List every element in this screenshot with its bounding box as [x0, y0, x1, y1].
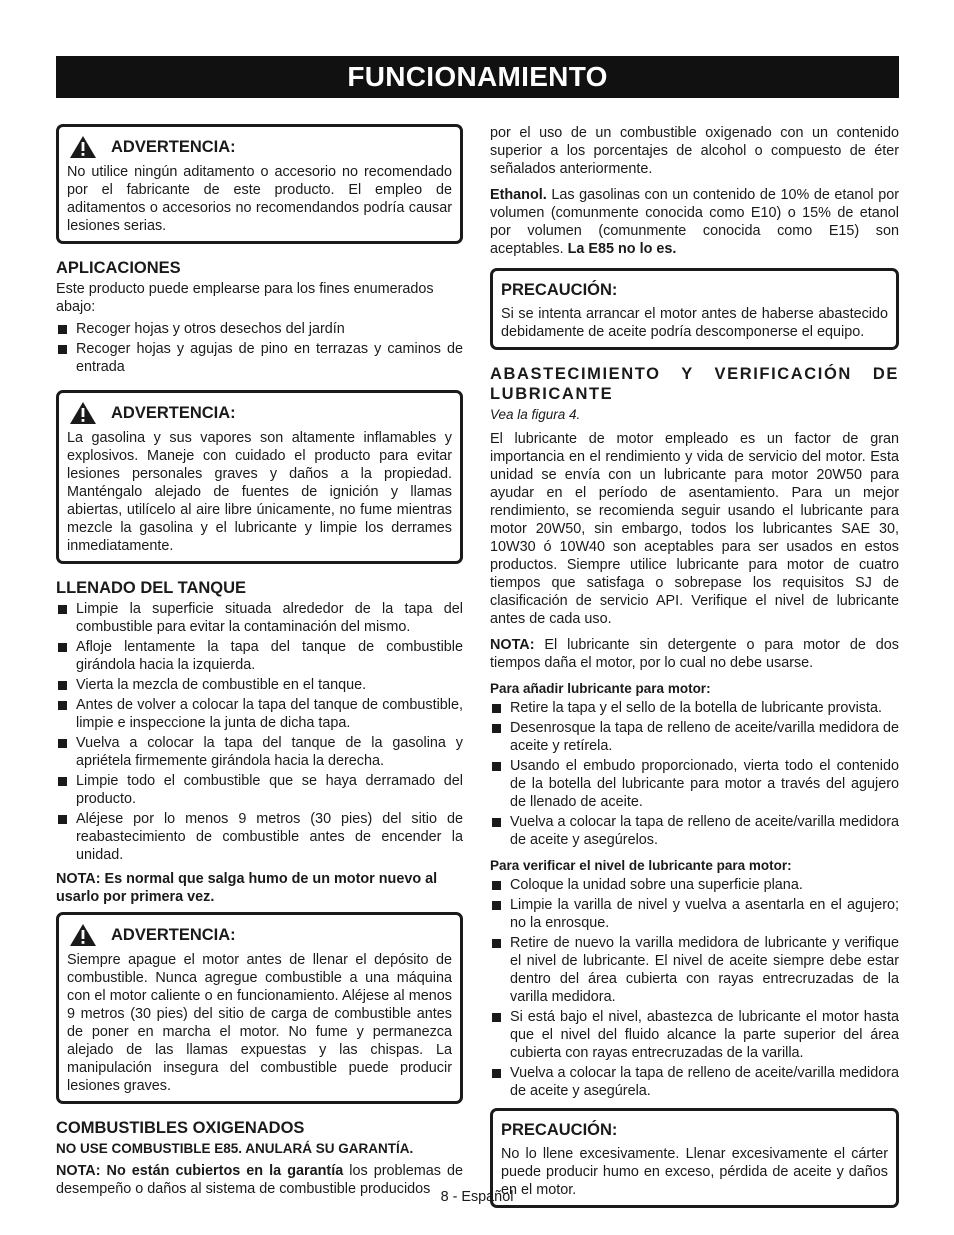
ethanol-text: Las gasolinas con un contenido de 10% de etanol por volumen (comunmente conocida como E10) o 15% de etanol por volumen (comunmente conocida como E15) son aceptables. [490, 187, 899, 257]
list-item: Recoger hojas y otros desechos del jardín [56, 320, 463, 338]
list-item: Si está bajo el nivel, abastezca de lubricante el motor hasta que el nivel del fluido alcance la parte superior del área cubierta con rayas entrecruzadas de la varilla. [490, 1008, 899, 1062]
list-item: Vuelva a colocar la tapa del tanque de la gasolina y apriétela firmemente girándola hacia la derecha. [56, 734, 463, 770]
list-item: Afloje lentamente la tapa del tanque de combustible girándola hacia la izquierda. [56, 638, 463, 674]
oxigenados-continuation: por el uso de un combustible oxigenado con un contenido superior a los porcentajes de alcohol o compuesto de éter señalados anteriormente. [490, 125, 899, 177]
right-column [490, 124, 899, 1208]
list-item: Antes de volver a colocar la tapa del tanque de combustible, limpie e inspeccione la junta de dicha tapa. [56, 696, 463, 732]
page-title: FUNCIONAMIENTO [56, 56, 899, 98]
caution-text: No lo llene excesivamente. Llenar excesivamente el cárter puede producir humo en exceso, pérdida de aceite y daños en el motor. [501, 1146, 888, 1198]
warning-text: No utilice ningún aditamento o accesorio no recomendado por el fabricante de este producto. El empleo de aditamentos o accesorios no recomendandos podría causar lesiones serias. [67, 164, 452, 234]
warning-triangle-icon [69, 135, 97, 159]
lubricant-note [490, 636, 899, 672]
warning-title-text: ADVERTENCIA: [111, 926, 236, 944]
caution-title: PRECAUCIÓN: [501, 281, 618, 299]
check-oil-list [490, 876, 899, 1100]
list-item: Limpie la superficie situada alrededor de la tapa del combustible para evitar la contaminación del mismo. [56, 600, 463, 636]
section-heading-abastecimiento: ABASTECIMIENTO Y VERIFICACIÓN DE LUBRICANTE [490, 365, 899, 403]
warning-title-text: ADVERTENCIA: [111, 138, 236, 156]
page-number: 8 - Español [440, 1189, 514, 1205]
warning-title [67, 923, 452, 947]
list-item: Retire de nuevo la varilla medidora de lubricante y verifique el nivel de lubricante. El nivel de aceite siempre debe estar dentro del área cubierta con rayas entrecruzadas de la varilla medidora. [490, 934, 899, 1006]
warning-text: La gasolina y sus vapores son altamente inflamables y explosivos. Maneje con cuidado el producto para evitar lesiones personales graves y daños a la propiedad. Manténgalo alejado de fuentes de ignición y llamas abiertas, utilícelo al aire libre únicamente, no fume mientras mezcle la gasolina y el lubricante y limpie los derrames inmediatamente. [67, 430, 452, 554]
list-item: Coloque la unidad sobre una superficie plana. [490, 876, 899, 894]
lubricant-note-label: NOTA: [490, 637, 535, 653]
warning-title [67, 135, 452, 159]
list-item: Retire la tapa y el sello de la botella de lubricante provista. [490, 699, 899, 717]
list-item: Usando el embudo proporcionado, vierta todo el contenido de la botella del lubricante para motor a través del agujero de llenado de aceite. [490, 757, 899, 811]
check-oil-subheading: Para verificar el nivel de lubricante para motor: [490, 858, 792, 873]
warning-box-refuel [56, 912, 463, 1104]
warning-title [67, 401, 452, 425]
left-column [56, 124, 463, 1198]
no-e85-notice: NO USE COMBUSTIBLE E85. ANULARÁ SU GARANTÍA. [56, 1141, 414, 1156]
aplicaciones-intro: Este producto puede emplearse para los fines enumerados abajo: [56, 281, 434, 315]
list-item: Vierta la mezcla de combustible en el tanque. [56, 676, 463, 694]
warning-box-gasoline [56, 390, 463, 564]
add-oil-subheading: Para añadir lubricante para motor: [490, 681, 711, 696]
warning-text: Siempre apague el motor antes de llenar el depósito de combustible. Nunca agregue combustible a una máquina con el motor caliente o en funcionamiento. Aléjese al menos 9 metros (30 pies) del sitio de carga de combustible antes de poner en marcha el motor. No fume y permanezca alejado de las llamas expuestas y las chispas. La manipulación insegura del combustible puede producir lesiones graves. [67, 952, 452, 1094]
list-item: Vuelva a colocar la tapa de relleno de aceite/varilla medidora de aceite y asegúrela. [490, 1064, 899, 1100]
warning-triangle-icon [69, 923, 97, 947]
caution-text: Si se intenta arrancar el motor antes de haberse abastecido debidamente de aceite podría descomponerse el equipo. [501, 306, 888, 340]
lubricant-note-text: El lubricante sin detergente o para motor de dos tiempos daña el motor, por lo cual no debe usarse. [490, 637, 899, 671]
list-item: Vuelva a colocar la tapa de relleno de aceite/varilla medidora de aceite y asegúrelos. [490, 813, 899, 849]
warning-triangle-icon [69, 401, 97, 425]
list-item: Limpie la varilla de nivel y vuelva a asentarla en el agujero; no la enrosque. [490, 896, 899, 932]
warning-title-text: ADVERTENCIA: [111, 404, 236, 422]
list-item: Desenrosque la tapa de relleno de aceite/varilla medidora de aceite y retírela. [490, 719, 899, 755]
list-item: Recoger hojas y agujas de pino en terrazas y caminos de entrada [56, 340, 463, 376]
oxigenados-note-label: NOTA: No están cubiertos en la garantía [56, 1163, 344, 1179]
caution-box-oil [490, 268, 899, 350]
ethanol-emphasis: La E85 no lo es. [567, 241, 677, 257]
warning-box-accessories [56, 124, 463, 244]
list-item: Limpie todo el combustible que se haya derramado del producto. [56, 772, 463, 808]
section-heading-llenado: LLENADO DEL TANQUE [56, 579, 247, 597]
ethanol-label: Ethanol. [490, 187, 547, 203]
caution-title: PRECAUCIÓN: [501, 1121, 618, 1139]
list-item: Aléjese por lo menos 9 metros (30 pies) del sitio de reabastecimiento de combustible antes de encender la unidad. [56, 810, 463, 864]
figure-reference: Vea la figura 4. [490, 407, 581, 422]
llenado-note: NOTA: Es normal que salga humo de un motor nuevo al usarlo por primera vez. [56, 871, 438, 905]
lubricant-paragraph: El lubricante de motor empleado es un factor de gran importancia en el rendimiento y vida de servicio del motor. Esta unidad se envía con un lubricante para motor 20W50 para ayudar en el período de asentamiento. Para un mejor rendimiento, se recomienda seguir usando el lubricante para motor 20W50, sin embargo, todos los lubricantes SAE 30, 10W30 ó 10W40 son aceptables para ser usados en estos productos. Siempre utilice lubricante para motor de cuatro tiempos que satisfaga o sobrepase los requisitos SJ de clasificación de servicio API. Verifique el nivel de lubricante antes de cada uso. [490, 431, 899, 627]
add-oil-list [490, 699, 899, 849]
ethanol-paragraph [490, 186, 899, 258]
section-heading-aplicaciones: APLICACIONES [56, 259, 181, 277]
section-heading-oxigenados: COMBUSTIBLES OXIGENADOS [56, 1119, 305, 1137]
aplicaciones-list [56, 320, 463, 376]
oxigenados-note-text: los problemas de desempeño o daños al sistema de combustible producidos [56, 1163, 463, 1197]
llenado-list [56, 600, 463, 864]
